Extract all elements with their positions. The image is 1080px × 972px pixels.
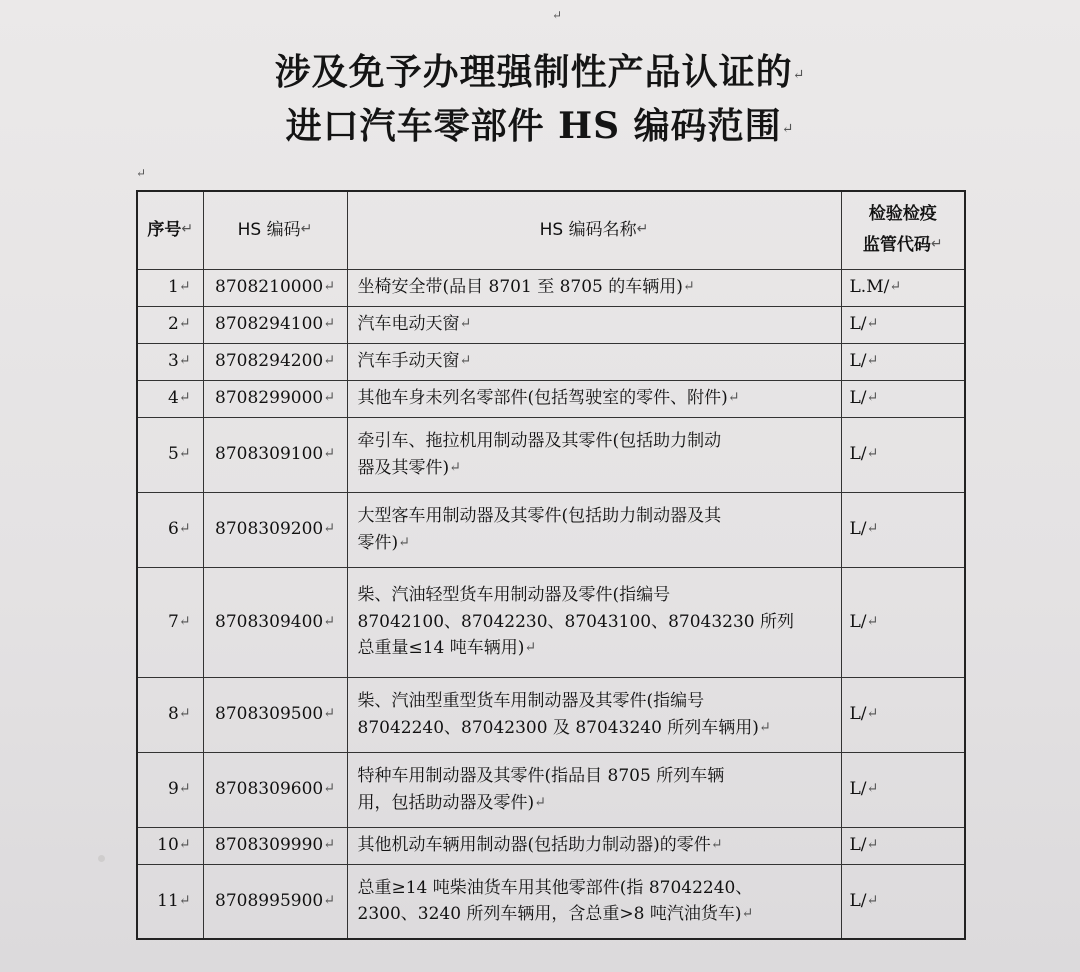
row-regulatory-code: L/↵: [841, 752, 965, 827]
table-row: [137, 417, 965, 492]
header-hs-code: HS 编码↵: [203, 191, 347, 269]
row-hs-name: 坐椅安全带(品目 8701 至 8705 的车辆用)↵: [347, 269, 841, 306]
hs-code-table: [136, 190, 966, 940]
row-hs-code: 8708309600↵: [203, 752, 347, 827]
row-hs-name: 总重≥14 吨柴油货车用其他零部件(指 87042240、 2300、3240 所列车辆用，含总重>8 吨汽油货车)↵: [347, 864, 841, 939]
row-hs-name: 汽车电动天窗↵: [347, 306, 841, 343]
row-hs-name: 其他车身未列名零部件(包括驾驶室的零件、附件)↵: [347, 380, 841, 417]
row-hs-name: 柴、汽油型重型货车用制动器及其零件(指编号 87042240、87042300 及 87043240 所列车辆用)↵: [347, 677, 841, 752]
row-hs-code: 8708309200↵: [203, 492, 347, 567]
table-row: [137, 492, 965, 567]
document-title-line-2: [0, 98, 1080, 149]
row-hs-code: 8708309100↵: [203, 417, 347, 492]
row-hs-code: 8708210000↵: [203, 269, 347, 306]
row-regulatory-code: L/↵: [841, 306, 965, 343]
row-index: 9↵: [137, 752, 203, 827]
row-index: 11↵: [137, 864, 203, 939]
row-regulatory-code: L/↵: [841, 343, 965, 380]
table-row: [137, 864, 965, 939]
row-regulatory-code: L/↵: [841, 380, 965, 417]
row-hs-code: 8708309990↵: [203, 827, 347, 864]
header-hs-name: HS 编码名称↵: [347, 191, 841, 269]
row-hs-code: 8708309500↵: [203, 677, 347, 752]
row-index: 10↵: [137, 827, 203, 864]
row-regulatory-code: L/↵: [841, 864, 965, 939]
row-regulatory-code: L/↵: [841, 567, 965, 677]
return-mark: ↵: [781, 121, 795, 137]
row-index: 3↵: [137, 343, 203, 380]
row-index: 6↵: [137, 492, 203, 567]
table-row: [137, 380, 965, 417]
row-regulatory-code: L/↵: [841, 492, 965, 567]
row-index: 1↵: [137, 269, 203, 306]
row-hs-name: 汽车手动天窗↵: [347, 343, 841, 380]
row-hs-code: 8708309400↵: [203, 567, 347, 677]
table-row: [137, 343, 965, 380]
table-row: [137, 827, 965, 864]
table-row: [137, 677, 965, 752]
row-index: 2↵: [137, 306, 203, 343]
header-regulatory-code: 检验检疫 监管代码↵: [841, 191, 965, 269]
row-index: 7↵: [137, 567, 203, 677]
header-index: 序号↵: [137, 191, 203, 269]
row-hs-name: 特种车用制动器及其零件(指品目 8705 所列车辆 用，包括助动器及零件)↵: [347, 752, 841, 827]
row-hs-name: 大型客车用制动器及其零件(包括助力制动器及其 零件)↵: [347, 492, 841, 567]
stray-return-mark: ↵: [136, 166, 147, 180]
row-hs-name: 其他机动车辆用制动器(包括助力制动器)的零件↵: [347, 827, 841, 864]
table-row: [137, 306, 965, 343]
row-hs-code: 8708294200↵: [203, 343, 347, 380]
row-regulatory-code: L/↵: [841, 827, 965, 864]
row-index: 4↵: [137, 380, 203, 417]
row-hs-name: 牵引车、拖拉机用制动器及其零件(包括助力制动 器及其零件)↵: [347, 417, 841, 492]
row-index: 5↵: [137, 417, 203, 492]
table-body: [137, 269, 965, 939]
row-regulatory-code: L.M/↵: [841, 269, 965, 306]
row-regulatory-code: L/↵: [841, 417, 965, 492]
stray-return-mark: ↵: [552, 8, 563, 22]
table-row: [137, 269, 965, 306]
title-text: 涉及免予办理强制性产品认证的: [274, 51, 793, 93]
row-index: 8↵: [137, 677, 203, 752]
row-hs-code: 8708294100↵: [203, 306, 347, 343]
return-mark: ↵: [792, 67, 806, 83]
row-hs-name: 柴、汽油轻型货车用制动器及零件(指编号 87042100、87042230、87043100、87043230 所列 总重量≤14 吨车辆用)↵: [347, 567, 841, 677]
title-text: 进口汽车零部件 HS 编码范围: [285, 105, 782, 147]
row-hs-code: 8708995900↵: [203, 864, 347, 939]
table-header-row: [137, 191, 965, 269]
table-row: [137, 752, 965, 827]
row-regulatory-code: L/↵: [841, 677, 965, 752]
row-hs-code: 8708299000↵: [203, 380, 347, 417]
paper-speck: [98, 855, 105, 862]
table-row: [137, 567, 965, 677]
document-title-line-1: [0, 44, 1080, 95]
